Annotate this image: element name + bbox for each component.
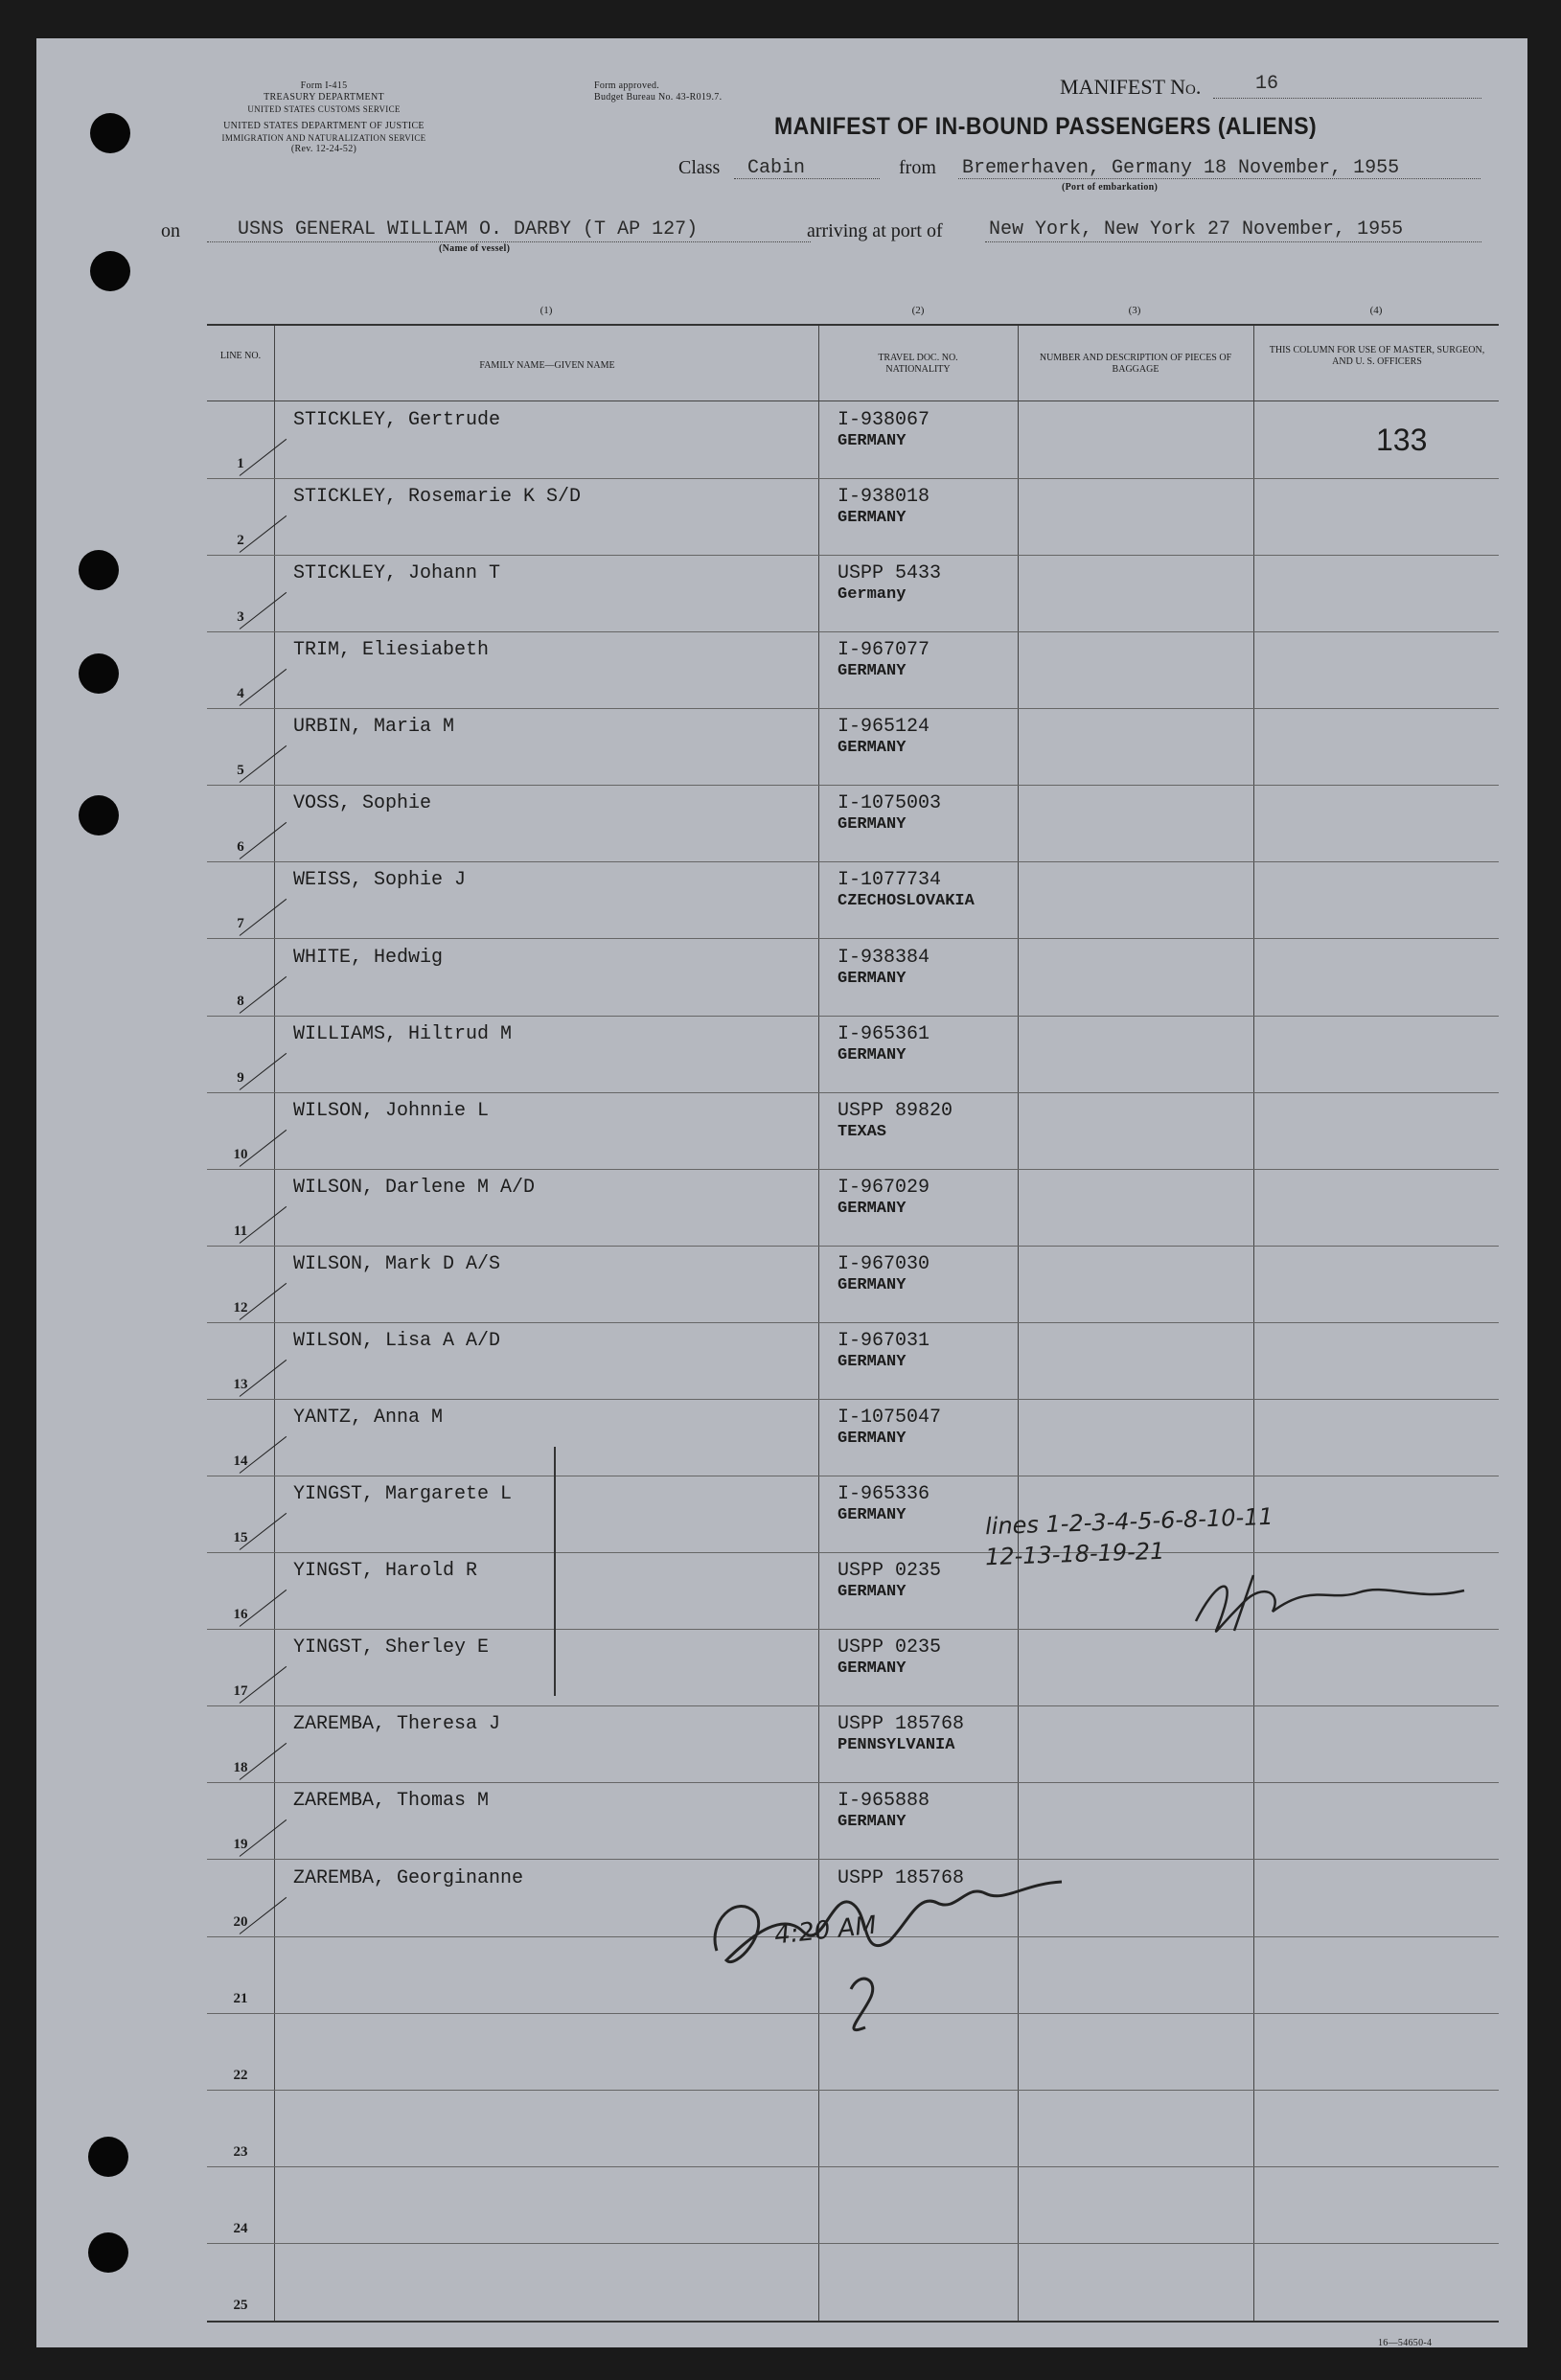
travel-doc-number: I-1075003 (838, 792, 942, 815)
nationality: GERMANY (838, 1275, 907, 1294)
header-officers: THIS COLUMN FOR USE OF MASTER, SURGEON, AND U. S. OFFICERS (1269, 345, 1485, 367)
table-row (207, 1782, 1499, 1860)
column-number-4: (4) (1369, 305, 1383, 316)
binder-hole (90, 251, 130, 291)
table-row (207, 861, 1499, 939)
revision-date: (Rev. 12-24-52) (290, 144, 357, 154)
arriving-label: arriving at port of (807, 220, 943, 241)
line-number: 24 (233, 2220, 248, 2236)
travel-doc-number: I-967031 (838, 1329, 930, 1352)
travel-doc-number: I-965888 (838, 1790, 930, 1813)
line-number: 10 (233, 1146, 248, 1162)
line-number: 5 (237, 763, 244, 779)
passenger-name: YANTZ, Anna M (293, 1407, 444, 1430)
vessel-caption: (Name of vessel) (439, 243, 511, 254)
table-row (207, 785, 1499, 862)
vessel-value: USNS GENERAL WILLIAM O. DARBY (T AP 127) (238, 218, 699, 240)
nationality: GERMANY (838, 1045, 907, 1064)
nationality: GERMANY (838, 1352, 907, 1371)
table-row (207, 708, 1499, 786)
column-number-2: (2) (911, 305, 925, 316)
approval-block (594, 80, 722, 103)
nationality: GERMANY (838, 1506, 907, 1525)
ins-service: IMMIGRATION AND NATURALIZATION SERVICE (221, 133, 426, 143)
manifest-no-value: 16 (1255, 73, 1279, 95)
nationality: GERMANY (838, 1813, 907, 1832)
form-number: Form I-415 (300, 80, 348, 91)
line-number: 15 (233, 1530, 248, 1546)
travel-doc-number: USPP 185768 (838, 1866, 965, 1889)
table-row (207, 631, 1499, 709)
binder-hole (90, 113, 130, 153)
justice-dept: UNITED STATES DEPARTMENT OF JUSTICE (223, 121, 425, 131)
travel-doc-number: I-965361 (838, 1022, 930, 1045)
binder-hole (79, 795, 119, 835)
passenger-name: ZAREMBA, Theresa J (293, 1713, 501, 1736)
nationality: GERMANY (838, 969, 907, 988)
from-value: Bremerhaven, Germany 18 November, 1955 (962, 157, 1400, 179)
line-number: 22 (233, 2067, 248, 2083)
arriving-value: New York, New York 27 November, 1955 (989, 218, 1404, 240)
from-label: from (899, 157, 936, 178)
table-row (207, 1322, 1499, 1400)
table-row (207, 2090, 1499, 2167)
passenger-name: WHITE, Hedwig (293, 946, 444, 969)
port-caption: (Port of embarkation) (1062, 182, 1159, 193)
travel-doc-number: I-938067 (838, 409, 930, 431)
passenger-name: TRIM, Eliesiabeth (293, 639, 490, 662)
header-travel-doc: TRAVEL DOC. NO. NATIONALITY (878, 353, 958, 375)
table-row (207, 2166, 1499, 2244)
binder-hole (88, 2137, 128, 2177)
travel-doc-number: I-967030 (838, 1252, 930, 1275)
table-row (207, 1016, 1499, 1093)
line-number: 19 (233, 1837, 248, 1853)
column-number-3: (3) (1128, 305, 1141, 316)
line-number: 20 (233, 1913, 248, 1930)
header-family-name: FAMILY NAME—GIVEN NAME (479, 360, 615, 371)
line-number: 16 (233, 1607, 248, 1623)
manifest-sheet (36, 38, 1527, 2347)
line-number: 8 (237, 993, 244, 1009)
print-code: 16—54650-4 (1378, 2338, 1433, 2348)
nationality: GERMANY (838, 815, 907, 835)
form-approved: Form approved. (594, 80, 660, 91)
nationality: TEXAS (838, 1122, 887, 1141)
travel-doc-number: I-967029 (838, 1176, 930, 1199)
line-number: 18 (233, 1760, 248, 1776)
passenger-name: STICKLEY, Johann T (293, 562, 501, 585)
inspector-signature (698, 1874, 1138, 2047)
travel-doc-number: USPP 89820 (838, 1099, 953, 1122)
line-number: 11 (233, 1223, 248, 1239)
line-number: 17 (233, 1683, 248, 1700)
nationality: Germany (838, 585, 907, 605)
table-row (207, 1169, 1499, 1247)
arriving-line (985, 241, 1481, 242)
nationality: GERMANY (838, 1583, 907, 1602)
line-number: 13 (233, 1376, 248, 1392)
passenger-name: YINGST, Margarete L (293, 1483, 513, 1506)
travel-doc-number: I-965124 (838, 716, 930, 739)
travel-doc-number: I-938018 (838, 486, 930, 509)
nationality: GERMANY (838, 739, 907, 758)
table-row (207, 1246, 1499, 1323)
passenger-name: STICKLEY, Gertrude (293, 409, 501, 431)
passenger-name: WILSON, Darlene M A/D (293, 1176, 536, 1199)
binder-hole (79, 653, 119, 694)
table-row (207, 1399, 1499, 1476)
travel-doc-number: USPP 185768 (838, 1713, 965, 1736)
line-number: 4 (237, 686, 244, 702)
passenger-name: URBIN, Maria M (293, 716, 455, 739)
passenger-name: WILLIAMS, Hiltrud M (293, 1022, 513, 1045)
table-row (207, 1629, 1499, 1706)
lines-note-1: lines 1-2-3-4-5-6-8-10-11 (984, 1502, 1274, 1541)
nationality: PENNSYLVANIA (838, 1736, 955, 1755)
table-row (207, 1476, 1499, 1553)
passenger-name: ZAREMBA, Thomas M (293, 1790, 490, 1813)
header-baggage: NUMBER AND DESCRIPTION OF PIECES OF BAGGAGE (1039, 353, 1232, 375)
on-label: on (161, 220, 180, 241)
form-block (151, 80, 496, 155)
line-number: 6 (237, 839, 244, 856)
table-row (207, 1092, 1499, 1170)
lines-note-2: 12-13-18-19-21 (984, 1537, 1165, 1571)
table-row (207, 478, 1499, 556)
column-number-1: (1) (539, 305, 553, 316)
bracket-line (554, 1447, 556, 1696)
nationality: GERMANY (838, 1199, 907, 1218)
nationality: GERMANY (838, 1659, 907, 1679)
travel-doc-number: I-1075047 (838, 1407, 942, 1430)
travel-doc-number: I-938384 (838, 946, 930, 969)
line-number: 14 (233, 1453, 248, 1470)
time-note: 4:20 AM (772, 1911, 879, 1951)
passenger-name: WILSON, Mark D A/S (293, 1252, 501, 1275)
manifest-no-line (1213, 98, 1481, 99)
passenger-name: WEISS, Sophie J (293, 869, 467, 892)
manifest-title: MANIFEST OF IN-BOUND PASSENGERS (ALIENS) (774, 113, 1318, 140)
table-row (207, 555, 1499, 632)
class-value: Cabin (747, 157, 806, 179)
manifest-no-label: MANIFEST No. (1060, 75, 1202, 99)
nationality: GERMANY (838, 662, 907, 681)
table-row (207, 2243, 1499, 2320)
treasury-dept: TREASURY DEPARTMENT (264, 92, 384, 103)
passenger-name: YINGST, Sherley E (293, 1636, 490, 1659)
passenger-name: VOSS, Sophie (293, 792, 432, 815)
line-number: 21 (233, 1990, 248, 2006)
travel-doc-number: I-965336 (838, 1483, 930, 1506)
travel-doc-number: USPP 0235 (838, 1560, 942, 1583)
line-number: 2 (237, 533, 244, 549)
binder-hole (88, 2232, 128, 2273)
line-number: 7 (237, 916, 244, 932)
line-number: 3 (237, 609, 244, 626)
passenger-name: WILSON, Johnnie L (293, 1099, 490, 1122)
line-number: 9 (237, 1069, 244, 1086)
table-row (207, 401, 1499, 479)
travel-doc-number: I-967077 (838, 639, 930, 662)
line-number: 12 (233, 1299, 248, 1316)
passenger-name: YINGST, Harold R (293, 1560, 478, 1583)
officer-signature (1177, 1564, 1493, 1640)
passenger-name: WILSON, Lisa A A/D (293, 1329, 501, 1352)
travel-doc-number: I-1077734 (838, 869, 942, 892)
class-label: Class (678, 157, 721, 178)
travel-doc-number: USPP 0235 (838, 1636, 942, 1659)
travel-doc-number: USPP 5433 (838, 562, 942, 585)
budget-bureau: Budget Bureau No. 43-R019.7. (594, 92, 723, 103)
binder-hole (79, 550, 119, 590)
nationality: GERMANY (838, 1430, 907, 1449)
officer-mark: 133 (1376, 423, 1428, 457)
nationality: GERMANY (838, 509, 907, 528)
line-number: 23 (233, 2143, 248, 2160)
vessel-line (207, 241, 811, 242)
customs-service: UNITED STATES CUSTOMS SERVICE (247, 104, 401, 114)
passenger-name: ZAREMBA, Georginanne (293, 1866, 524, 1889)
line-number: 25 (233, 2297, 248, 2313)
passenger-name: STICKLEY, Rosemarie K S/D (293, 486, 582, 509)
line-number: 1 (237, 456, 244, 471)
table-row (207, 939, 1499, 1017)
nationality: GERMANY (838, 432, 907, 450)
nationality: CZECHOSLOVAKIA (838, 892, 975, 911)
header-line-no: LINE NO. (219, 351, 262, 361)
table-row (207, 1705, 1499, 1783)
